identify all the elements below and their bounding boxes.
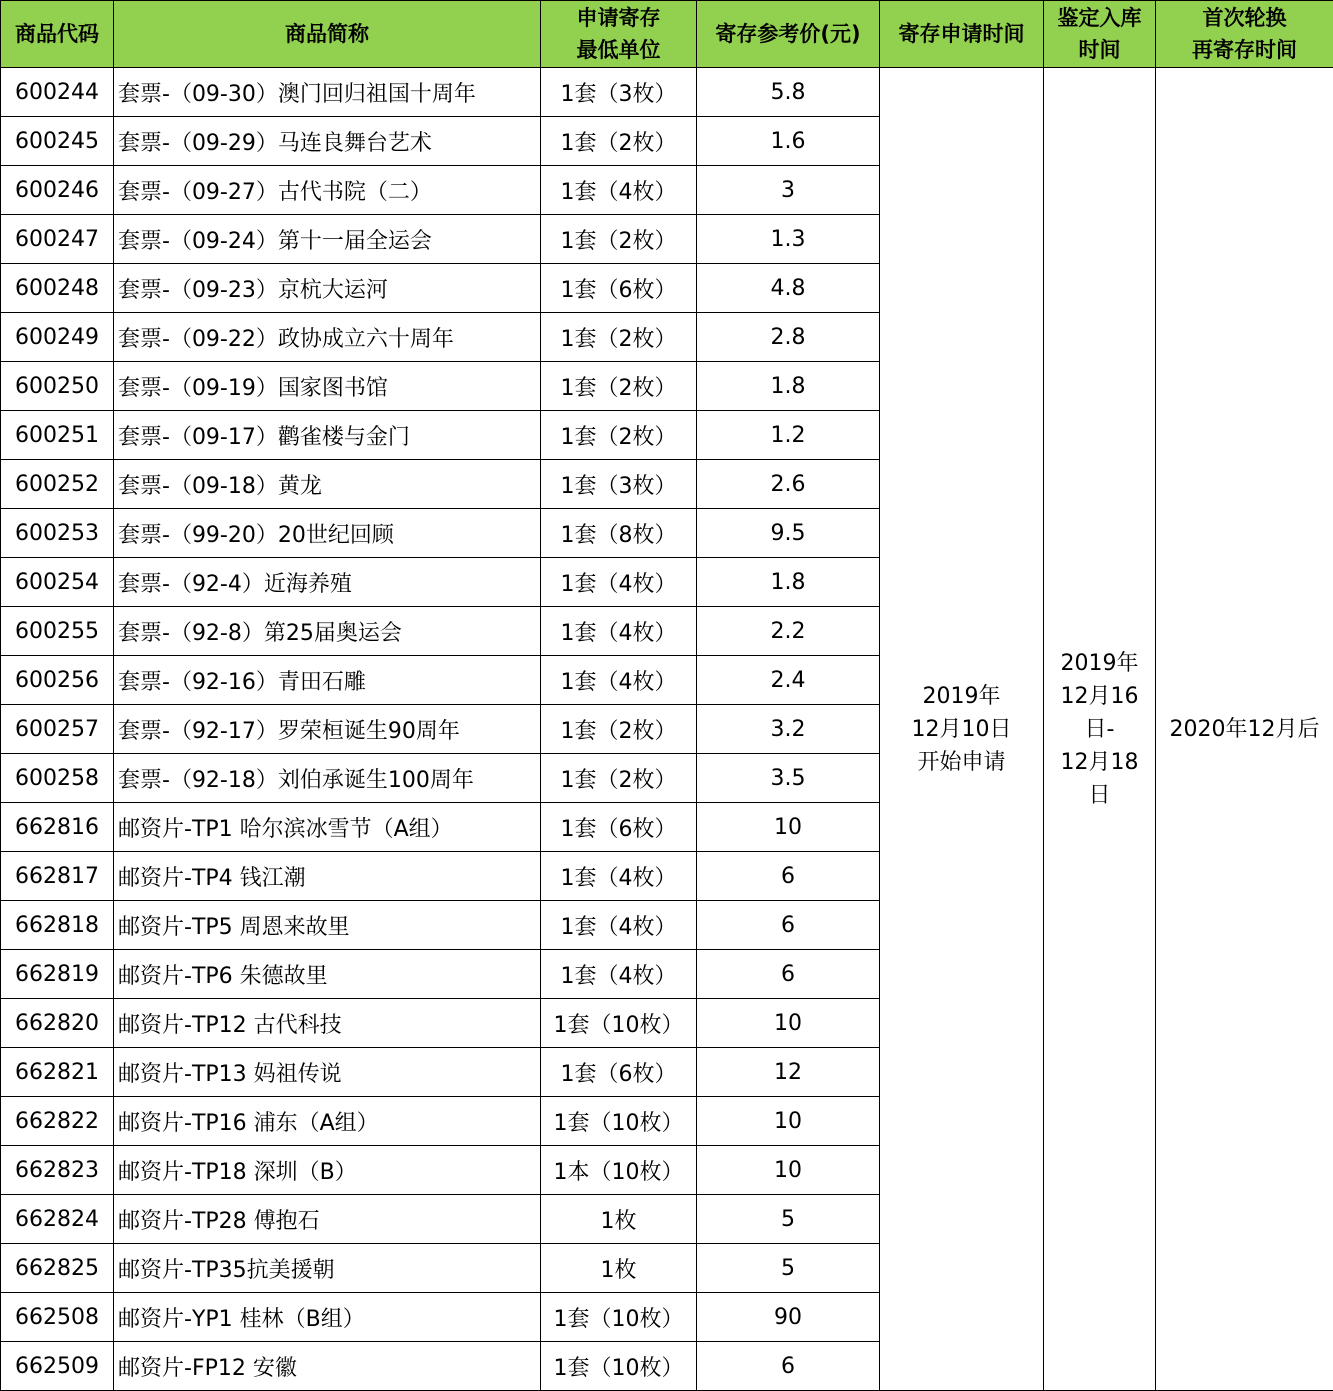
cell-unit: 1套（6枚） [541, 1048, 697, 1097]
cell-price: 10 [697, 803, 880, 852]
cell-price: 90 [697, 1293, 880, 1342]
cell-name: 套票-（92-8）第25届奥运会 [114, 607, 541, 656]
cell-price: 1.3 [697, 215, 880, 264]
cell-code: 600249 [1, 313, 114, 362]
header-first-rotation [1156, 1, 1333, 68]
cell-code: 600252 [1, 460, 114, 509]
apply-time-line1: 2019年 [880, 680, 1043, 713]
header-unit-line2: 最低单位 [541, 34, 696, 66]
cell-verify-time [1044, 68, 1156, 1391]
cell-name: 套票-（92-16）青田石雕 [114, 656, 541, 705]
cell-price: 6 [697, 852, 880, 901]
verify-time-line5: 日 [1044, 779, 1155, 812]
cell-price: 2.4 [697, 656, 880, 705]
cell-unit: 1套（2枚） [541, 313, 697, 362]
cell-name: 套票-（09-29）马连良舞台艺术 [114, 117, 541, 166]
cell-unit: 1套（4枚） [541, 901, 697, 950]
table-row [1, 68, 1333, 117]
cell-code: 600244 [1, 68, 114, 117]
cell-code: 600251 [1, 411, 114, 460]
cell-unit: 1套（4枚） [541, 607, 697, 656]
cell-price: 10 [697, 999, 880, 1048]
cell-name: 邮资片-TP35抗美援朝 [114, 1244, 541, 1293]
cell-unit: 1套（10枚） [541, 1097, 697, 1146]
cell-unit: 1套（2枚） [541, 362, 697, 411]
cell-unit: 1套（2枚） [541, 117, 697, 166]
cell-code: 662824 [1, 1195, 114, 1244]
cell-price: 1.8 [697, 362, 880, 411]
cell-code: 600248 [1, 264, 114, 313]
cell-unit: 1套（4枚） [541, 656, 697, 705]
cell-name: 套票-（09-18）黄龙 [114, 460, 541, 509]
cell-price: 9.5 [697, 509, 880, 558]
cell-code: 600256 [1, 656, 114, 705]
cell-code: 600254 [1, 558, 114, 607]
cell-name: 套票-（09-17）鹳雀楼与金门 [114, 411, 541, 460]
cell-price: 5.8 [697, 68, 880, 117]
cell-code: 662823 [1, 1146, 114, 1195]
cell-unit: 1套（4枚） [541, 950, 697, 999]
cell-price: 2.2 [697, 607, 880, 656]
cell-price: 6 [697, 950, 880, 999]
cell-unit: 1套（6枚） [541, 803, 697, 852]
table-body [1, 68, 1333, 1391]
cell-code: 600258 [1, 754, 114, 803]
header-verify-line1: 鉴定入库 [1044, 2, 1155, 34]
cell-unit: 1套（2枚） [541, 411, 697, 460]
apply-time-line2: 12月10日 [880, 713, 1043, 746]
verify-time-line4: 12月18 [1044, 746, 1155, 779]
cell-code: 600255 [1, 607, 114, 656]
cell-code: 600253 [1, 509, 114, 558]
cell-code: 600247 [1, 215, 114, 264]
cell-name: 邮资片-YP1 桂林（B组） [114, 1293, 541, 1342]
cell-unit: 1套（6枚） [541, 264, 697, 313]
cell-name: 邮资片-TP6 朱德故里 [114, 950, 541, 999]
cell-unit: 1枚 [541, 1195, 697, 1244]
cell-code: 600245 [1, 117, 114, 166]
cell-price: 10 [697, 1097, 880, 1146]
cell-price: 12 [697, 1048, 880, 1097]
cell-code: 662508 [1, 1293, 114, 1342]
cell-price: 5 [697, 1195, 880, 1244]
cell-name: 邮资片-TP5 周恩来故里 [114, 901, 541, 950]
cell-name: 套票-（92-4）近海养殖 [114, 558, 541, 607]
cell-unit: 1套（2枚） [541, 705, 697, 754]
header-row [1, 1, 1333, 68]
cell-unit: 1套（2枚） [541, 215, 697, 264]
cell-name: 套票-（09-22）政协成立六十周年 [114, 313, 541, 362]
verify-time-line1: 2019年 [1044, 647, 1155, 680]
cell-unit: 1套（4枚） [541, 852, 697, 901]
cell-name: 邮资片-TP18 深圳（B） [114, 1146, 541, 1195]
header-verify-line2: 时间 [1044, 34, 1155, 66]
cell-price: 6 [697, 901, 880, 950]
cell-code: 600250 [1, 362, 114, 411]
cell-price: 4.8 [697, 264, 880, 313]
cell-code: 662825 [1, 1244, 114, 1293]
cell-code: 662509 [1, 1342, 114, 1391]
cell-unit: 1套（8枚） [541, 509, 697, 558]
cell-code: 662821 [1, 1048, 114, 1097]
cell-price: 1.6 [697, 117, 880, 166]
cell-code: 662818 [1, 901, 114, 950]
cell-code: 600246 [1, 166, 114, 215]
cell-unit: 1套（4枚） [541, 558, 697, 607]
cell-name: 邮资片-TP13 妈祖传说 [114, 1048, 541, 1097]
verify-time-line2: 12月16 [1044, 680, 1155, 713]
cell-name: 邮资片-TP28 傅抱石 [114, 1195, 541, 1244]
cell-name: 邮资片-FP12 安徽 [114, 1342, 541, 1391]
cell-name: 套票-（92-18）刘伯承诞生100周年 [114, 754, 541, 803]
cell-name: 套票-（99-20）20世纪回顾 [114, 509, 541, 558]
cell-unit: 1套（3枚） [541, 460, 697, 509]
header-first-line1: 首次轮换 [1156, 2, 1333, 34]
cell-unit: 1套（10枚） [541, 1293, 697, 1342]
table-header [1, 1, 1333, 68]
header-unit [541, 1, 697, 68]
cell-unit: 1套（3枚） [541, 68, 697, 117]
cell-name: 套票-（09-24）第十一届全运会 [114, 215, 541, 264]
cell-unit: 1套（10枚） [541, 1342, 697, 1391]
cell-name: 邮资片-TP12 古代科技 [114, 999, 541, 1048]
cell-name: 套票-（92-17）罗荣桓诞生90周年 [114, 705, 541, 754]
header-verify-time [1044, 1, 1156, 68]
verify-time-line3: 日- [1044, 713, 1155, 746]
cell-unit: 1套（4枚） [541, 166, 697, 215]
cell-name: 邮资片-TP16 浦东（A组） [114, 1097, 541, 1146]
cell-price: 1.2 [697, 411, 880, 460]
cell-code: 662822 [1, 1097, 114, 1146]
cell-name: 邮资片-TP1 哈尔滨冰雪节（A组） [114, 803, 541, 852]
header-unit-line1: 申请寄存 [541, 2, 696, 34]
header-first-line2: 再寄存时间 [1156, 34, 1333, 66]
cell-apply-time [880, 68, 1044, 1391]
cell-unit: 1套（2枚） [541, 754, 697, 803]
header-name: 商品简称 [114, 1, 541, 68]
cell-price: 3.2 [697, 705, 880, 754]
cell-price: 1.8 [697, 558, 880, 607]
header-price: 寄存参考价(元) [697, 1, 880, 68]
cell-unit: 1枚 [541, 1244, 697, 1293]
cell-code: 662820 [1, 999, 114, 1048]
cell-unit: 1套（10枚） [541, 999, 697, 1048]
cell-code: 662816 [1, 803, 114, 852]
apply-time-line3: 开始申请 [880, 746, 1043, 779]
cell-name: 邮资片-TP4 钱江潮 [114, 852, 541, 901]
cell-price: 3.5 [697, 754, 880, 803]
cell-code: 662817 [1, 852, 114, 901]
cell-name: 套票-（09-23）京杭大运河 [114, 264, 541, 313]
header-code: 商品代码 [1, 1, 114, 68]
header-apply-time: 寄存申请时间 [880, 1, 1044, 68]
cell-price: 3 [697, 166, 880, 215]
cell-code: 600257 [1, 705, 114, 754]
cell-price: 6 [697, 1342, 880, 1391]
cell-price: 5 [697, 1244, 880, 1293]
cell-first-rotation: 2020年12月后 [1156, 68, 1333, 1391]
cell-code: 662819 [1, 950, 114, 999]
cell-price: 10 [697, 1146, 880, 1195]
cell-price: 2.6 [697, 460, 880, 509]
cell-name: 套票-（09-27）古代书院（二） [114, 166, 541, 215]
cell-name: 套票-（09-19）国家图书馆 [114, 362, 541, 411]
cell-price: 2.8 [697, 313, 880, 362]
cell-name: 套票-（09-30）澳门回归祖国十周年 [114, 68, 541, 117]
cell-unit: 1本（10枚） [541, 1146, 697, 1195]
